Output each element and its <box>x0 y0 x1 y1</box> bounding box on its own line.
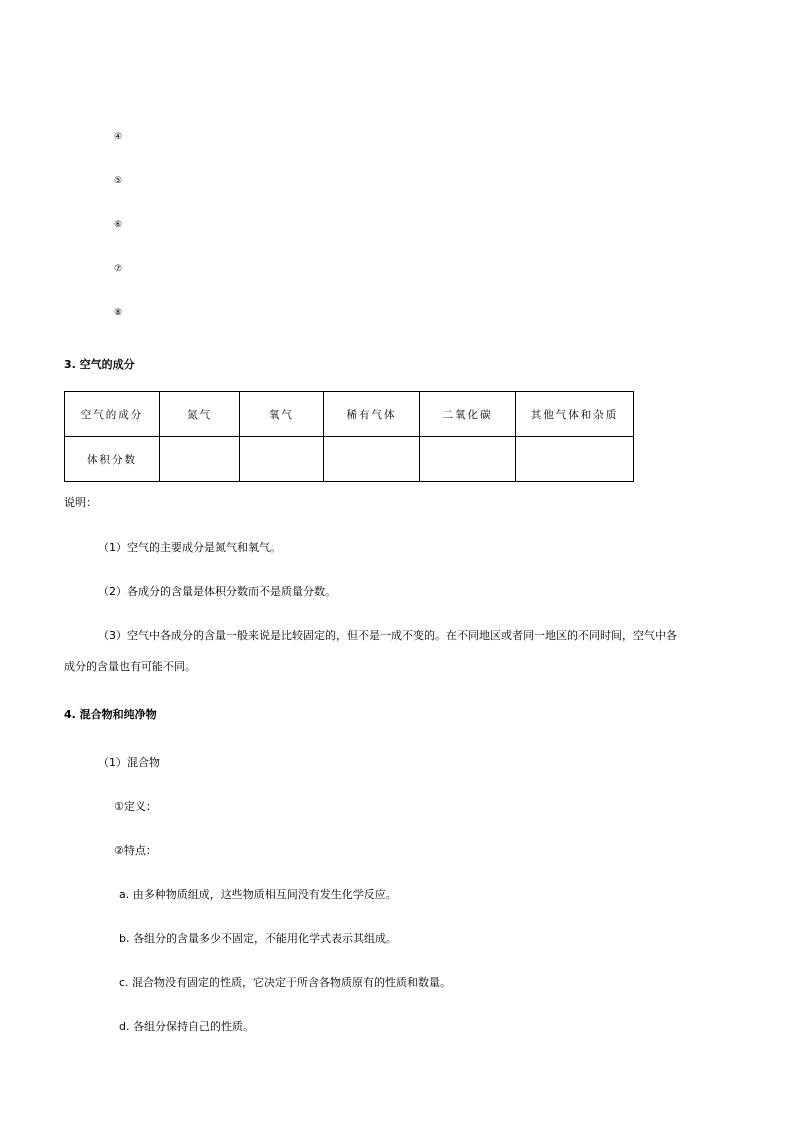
feature-item: c. 混合物没有固定的性质，它决定于所含各物质原有的性质和数量。 <box>119 976 452 989</box>
list-number: ⑥ <box>114 220 123 230</box>
list-number: ⑧ <box>114 308 123 318</box>
note-item: （3）空气中各成分的含量一般来说是比较固定的，但不是一成不变的。在不同地区或者同一地区的不同时间，空气中各 <box>98 629 677 642</box>
note-title: 说明： <box>64 496 97 509</box>
table-header-cell: 二氧化碳 <box>420 392 516 437</box>
air-composition-table <box>64 391 634 482</box>
table-header-cell: 其他气体和杂质 <box>516 392 634 437</box>
table-header-row <box>65 392 634 437</box>
table-row-label: 体积分数 <box>65 437 160 482</box>
definition-label: ①定义： <box>114 800 157 813</box>
section-heading-air-composition: 3. 空气的成分 <box>64 358 135 371</box>
note-item: （2）各成分的含量是体积分数而不是质量分数。 <box>98 585 336 598</box>
table-cell-blank <box>324 437 420 482</box>
table-header-cell: 稀有气体 <box>324 392 420 437</box>
table-header-cell: 氮气 <box>160 392 240 437</box>
table-header-cell: 氧气 <box>240 392 324 437</box>
feature-item: d. 各组分保持自己的性质。 <box>119 1020 254 1033</box>
feature-item: b. 各组分的含量多少不固定，不能用化学式表示其组成。 <box>119 932 397 945</box>
table-cell-blank <box>240 437 324 482</box>
table-row <box>65 437 634 482</box>
section-heading-mixture-pure: 4. 混合物和纯净物 <box>64 708 157 721</box>
note-item-continuation: 成分的含量也有可能不同。 <box>64 660 196 673</box>
list-number: ⑤ <box>114 176 123 186</box>
feature-item: a. 由多种物质组成，这些物质相互间没有发生化学反应。 <box>119 888 397 901</box>
table-cell-blank <box>160 437 240 482</box>
list-number: ④ <box>114 132 123 142</box>
list-number: ⑦ <box>114 264 123 274</box>
subheading-mixture: （1）混合物 <box>98 756 160 769</box>
table-cell-blank <box>420 437 516 482</box>
features-label: ②特点： <box>114 844 157 857</box>
table-header-cell: 空气的成分 <box>65 392 160 437</box>
table-cell-blank <box>516 437 634 482</box>
note-item: （1）空气的主要成分是氮气和氧气。 <box>98 541 281 554</box>
